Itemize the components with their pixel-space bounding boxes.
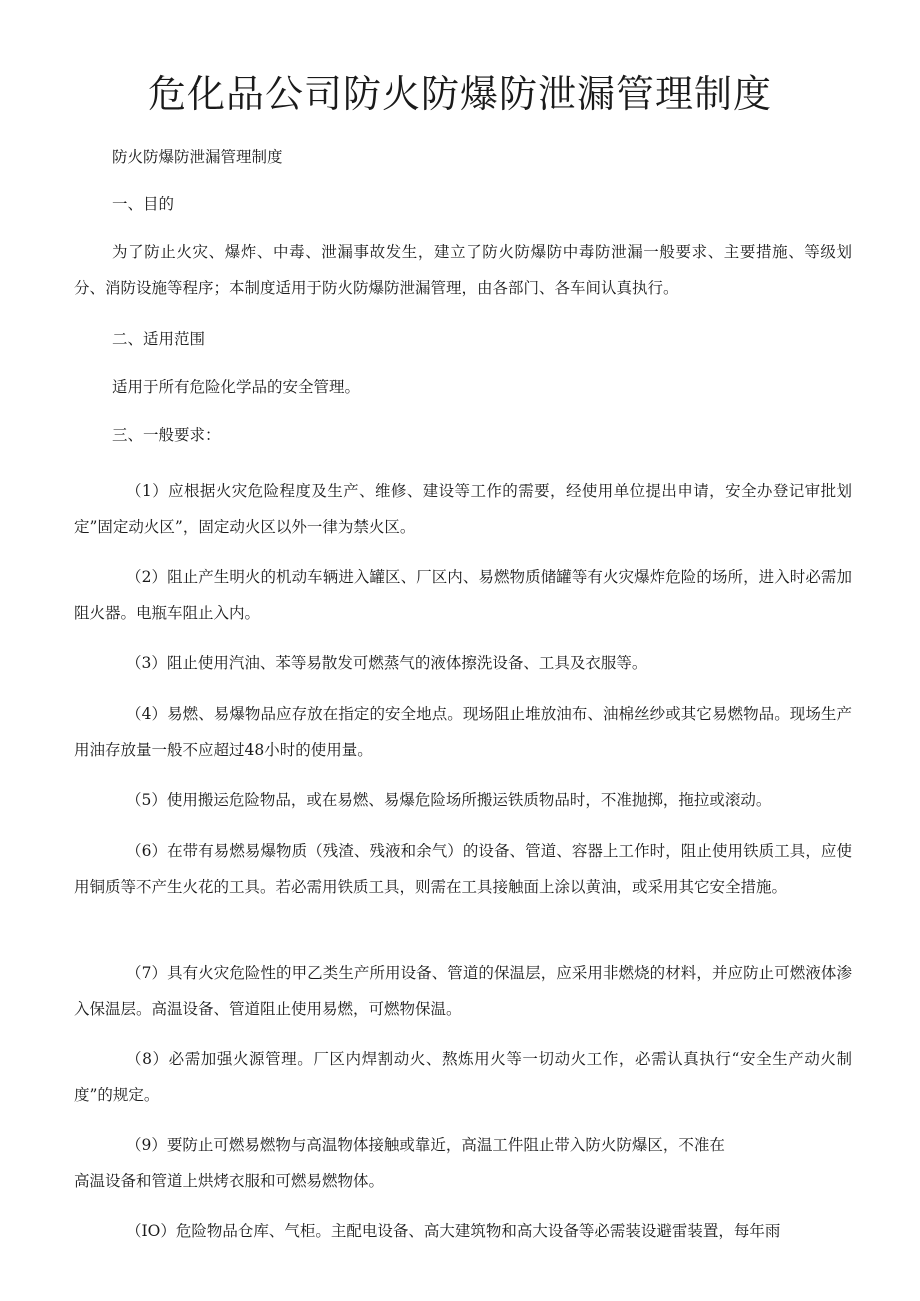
requirement-item-4: （4）易燃、易爆物品应存放在指定的安全地点。现场阻止堆放油布、油棉丝纱或其它易燃物品。现场生产用油存放量一般不应超过48小时的使用量。 xyxy=(74,705,852,759)
requirement-item-9-continued: 高温设备和管道上烘烤衣服和可燃易燃物体。 xyxy=(74,1172,385,1190)
requirement-item-6: （6）在带有易燃易爆物质（残渣、残液和余气）的设备、管道、容器上工作时，阻止使用铁质工具，应使用铜质等不产生火花的工具。若必需用铁质工具，则需在工具接触面上涂以黄油，或采用其它安全措施。 xyxy=(74,842,852,896)
requirement-item-8: （8）必需加强火源管理。厂区内焊割动火、熬炼用火等一切动火工作，必需认真执行“安全生产动火制度”的规定。 xyxy=(74,1050,852,1104)
document-subtitle: 防火防爆防泄漏管理制度 xyxy=(112,148,283,166)
requirement-item-10: （IO）危险物品仓库、气柜。主配电设备、高大建筑物和高大设备等必需装设避雷装置，每年雨 xyxy=(126,1222,781,1240)
requirement-item-7: （7）具有火灾危险性的甲乙类生产所用设备、管道的保温层，应采用非燃烧的材料，并应防止可燃液体渗入保温层。高温设备、管道阻止使用易燃，可燃物保温。 xyxy=(74,964,852,1018)
requirement-item-1: （1）应根据火灾危险程度及生产、维修、建设等工作的需要，经使用单位提出申请，安全办登记审批划定”固定动火区”，固定动火区以外一律为禁火区。 xyxy=(74,482,852,536)
document-title: 危化品公司防火防爆防泄漏管理制度 xyxy=(147,72,772,116)
requirement-item-5: （5）使用搬运危险物品，或在易燃、易爆危险场所搬运铁质物品时，不准抛掷，拖拉或滚动。 xyxy=(126,791,772,809)
requirement-item-9: （9）要防止可燃易燃物与高温物体接触或靠近，高温工件阻止带入防火防爆区，不准在 xyxy=(126,1136,725,1154)
section-body-purpose: 为了防止火灾、爆炸、中毒、泄漏事故发生，建立了防火防爆防中毒防泄漏一般要求、主要措施、等级划分、消防设施等程序；本制度适用于防火防爆防泄漏管理，由各部门、各车间认真执行。 xyxy=(74,243,852,297)
requirement-item-3: （3）阻止使用汽油、苯等易散发可燃蒸气的液体擦洗设备、工具及衣服等。 xyxy=(126,654,648,672)
section-body-scope: 适用于所有危险化学品的安全管理。 xyxy=(112,378,361,396)
section-heading-purpose: 一、目的 xyxy=(112,195,175,213)
requirement-item-2: （2）阻止产生明火的机动车辆进入罐区、厂区内、易燃物质储罐等有火灾爆炸危险的场所，进入时必需加阻火器。电瓶车阻止入内。 xyxy=(74,568,852,622)
section-heading-requirements: 三、一般要求： xyxy=(112,426,221,444)
section-heading-scope: 二、适用范围 xyxy=(112,330,206,348)
